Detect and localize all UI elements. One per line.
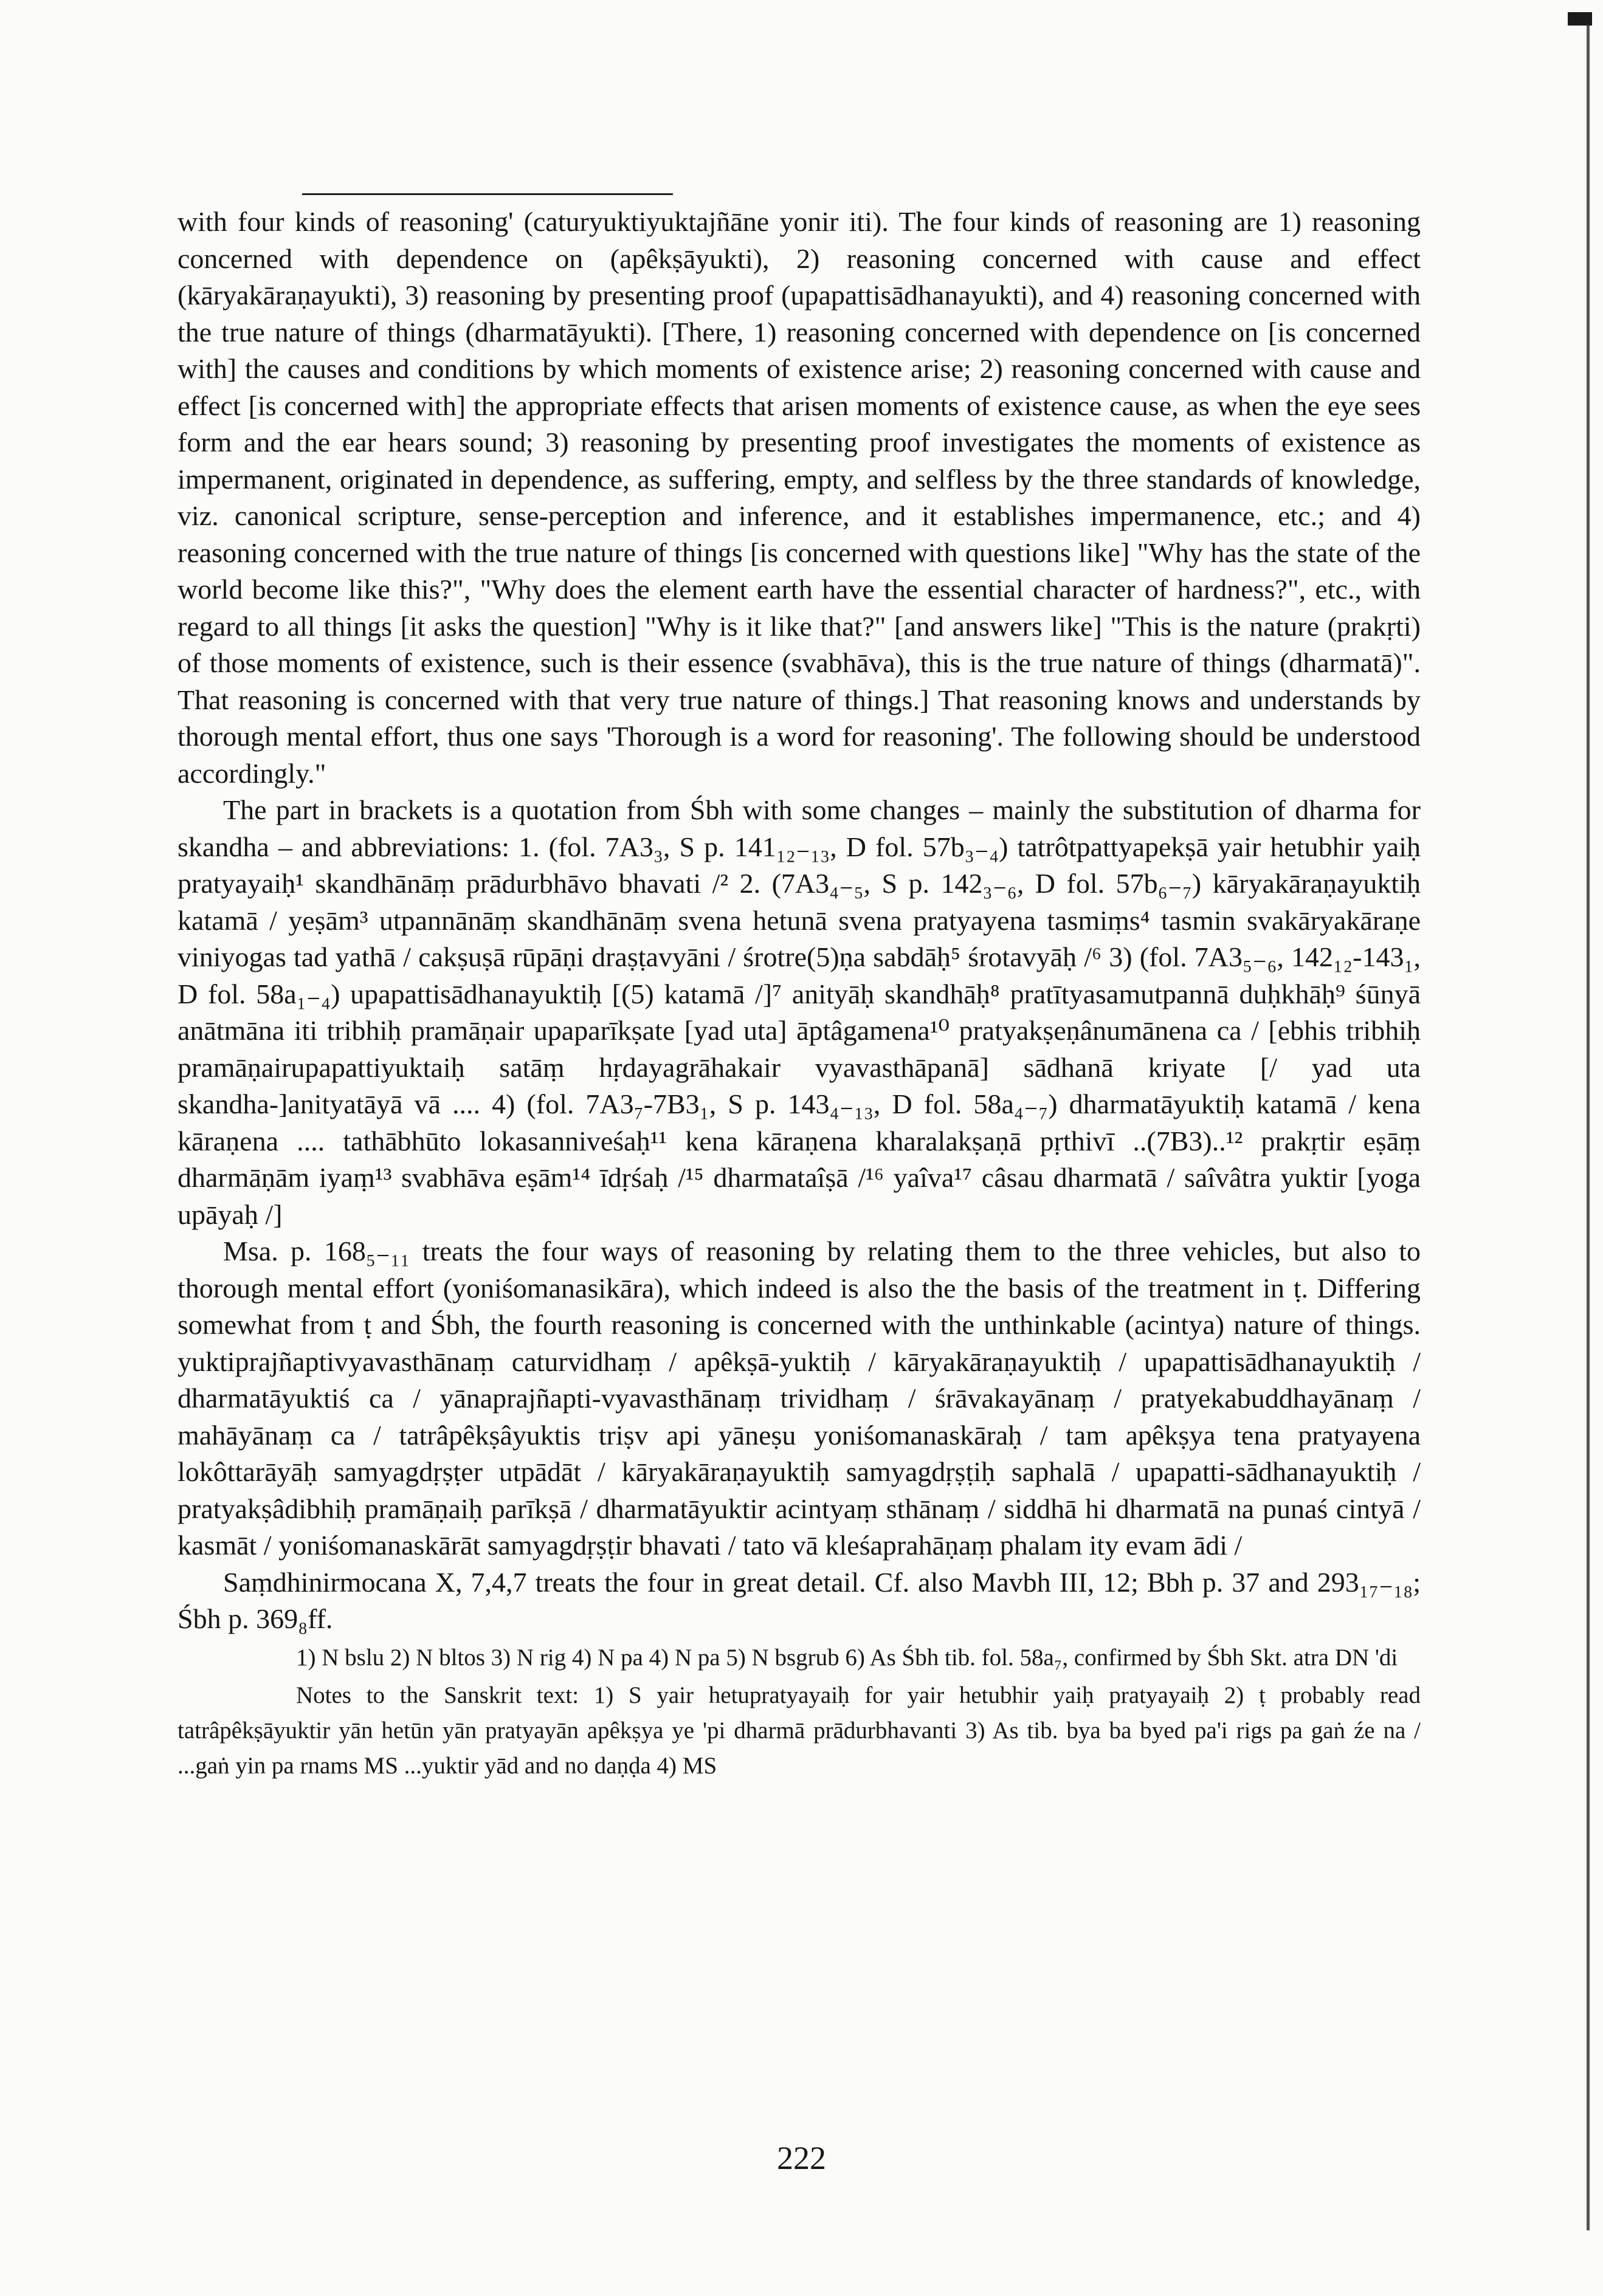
page-edge-line — [1587, 24, 1590, 2230]
sanskrit-notes: Notes to the Sanskrit text: 1) S yair hetupratyayaiḥ for yair hetubhir yaiḥ pratyayaiḥ 2) ṭ probably read tatrâpêkṣāyuktir yān hetūn yān pratyayān apêkṣya ye 'pi dharmā prādurbhavanti 3) As tib. bya ba byed pa'i rigs pa gaṅ źe na / ...gaṅ yin pa rnams MS ...yuktir yād and no daṇḍa 4) MS — [178, 1682, 1421, 1779]
tibetan-notes: 1) N bslu 2) N bltos 3) N rig 4) N pa 4) N pa 5) N bsgrub 6) As Śbh tib. fol. 58a₇, confirmed by Śbh Skt. atra DN 'di — [296, 1644, 1398, 1671]
paragraph-1: with four kinds of reasoning' (caturyuktiyuktajñāne yonir iti). The four kinds of reasoning are 1) reasoning concerned with dependence on (apêkṣāyukti), 2) reasoning concerned with cause and effect (kāryakāraṇayukti), 3) reasoning by presenting proof (upapattisādhanayukti), and 4) reasoning concerned with the true nature of things (dharmatāyukti). [There, 1) reasoning concerned with dependence on [is concerned with] the causes and conditions by which moments of existence arise; 2) reasoning concerned with cause and effect [is concerned with] the appropriate effects that arisen moments of existence cause, as when the eye sees form and the ear hears sound; 3) reasoning by presenting proof investigates the moments of existence as impermanent, originated in dependence, as suffering, empty, and selfless by the three standards of knowledge, viz. canonical scripture, sense-perception and inference, and it establishes impermanence, etc.; and 4) reasoning concerned with the true nature of things [is concerned with questions like] "Why has the state of the world become like this?", "Why does the element earth have the essential character of hardness?", etc., with regard to all things [it asks the question] "Why is it like that?" [and answers like] "This is the nature (prakṛti) of those moments of existence, such is their essence (svabhāva), this is the true nature of things (dharmatā)". That reasoning is concerned with that very true nature of things.] That reasoning knows and understands by thorough mental effort, thus one says 'Thorough is a word for reasoning'. The following should be understood accordingly." — [178, 206, 1421, 789]
page-number: 222 — [777, 2140, 826, 2176]
paragraph-2: The part in brackets is a quotation from Śbh with some changes – mainly the substitution of dharma for skandha – and abbreviations: 1. (fol. 7A3₃, S p. 141₁₂₋₁₃, D fol. 57b₃₋₄) tatrôtpattyapekṣā yair hetubhir yaiḥ pratyayaiḥ¹ skandhānāṃ prādurbhāvo bhavati /² 2. (7A3₄₋₅, S p. 142₃₋₆, D fol. 57b₆₋₇) kāryakāraṇayuktiḥ katamā / yeṣām³ utpannānāṃ skandhānāṃ svena hetunā svena pratyayena tasmiṃs⁴ tasmin svakāryakāraṇe viniyogas tad yathā / cakṣuṣā rūpāṇi draṣṭavyāni / śrotre(5)ṇa sabdāḥ⁵ śrotavyāḥ /⁶ 3) (fol. 7A3₅₋₆, 142₁₂-143₁, D fol. 58a₁₋₄) upapattisādhanayuktiḥ [(5) katamā /]⁷ anityāḥ skandhāḥ⁸ pratītyasamutpannā duḥkhāḥ⁹ śūnyā anātmāna iti tribhiḥ pramāṇair upaparīkṣate [yad uta] āptâgamena¹⁰ pratyakṣeṇânumānena ca / [ebhis tribhiḥ pramāṇairupapattiyuktaiḥ satāṃ hṛdayagrāhakair vyavasthāpanā] sādhanā kriyate [/ yad uta skandha-]anityatāyā vā .... 4) (fol. 7A3₇-7B3₁, S p. 143₄₋₁₃, D fol. 58a₄₋₇) dharmatāyuktiḥ katamā / kena kāraṇena .... tathābhūto lokasanniveśaḥ¹¹ kena kāraṇena kharalakṣaṇā pṛthivī ..(7B3)..¹² prakṛtir eṣāṃ dharmāṇām iyaṃ¹³ svabhāva eṣām¹⁴ īdṛśaḥ /¹⁵ dharmataîṣā /¹⁶ yaîva¹⁷ câsau dharmatā / saîvâtra yuktir [yoga upāyaḥ /] — [178, 794, 1421, 1230]
footnote-rule — [302, 193, 673, 195]
page-text — [178, 204, 1421, 1784]
binding-mark — [1568, 12, 1592, 26]
paragraph-3: Msa. p. 168₅₋₁₁ treats the four ways of reasoning by relating them to the three vehicles, but also to thorough mental effort (yoniśomanasikāra), which indeed is also the the basis of the treatment in ṭ. Differing somewhat from ṭ and Śbh, the fourth reasoning is concerned with the unthinkable (acintya) nature of things. yuktiprajñaptivyavasthānaṃ caturvidhaṃ / apêkṣā-yuktiḥ / kāryakāraṇayuktiḥ / upapattisādhanayuktiḥ / dharmatāyuktiś ca / yānaprajñapti-vyavasthānaṃ trividhaṃ / śrāvakayānaṃ / pratyekabuddhayānaṃ / mahāyānaṃ ca / tatrâpêkṣâyuktis triṣv api yāneṣu yoniśomanaskāraḥ / tam apêkṣya tena pratyayena lokôttarāyāḥ samyagdṛṣṭer utpādāt / kāryakāraṇayuktiḥ samyagdṛṣṭiḥ saphalā / upapatti-sādhanayuktiḥ / pratyakṣâdibhiḥ pramāṇaiḥ parīkṣā / dharmatāyuktir acintyaṃ sthānaṃ / siddhā hi dharmatā na punaś cintyā / kasmāt / yoniśomanaskārāt samyagdṛṣṭir bhavati / tato vā kleśaprahāṇaṃ phalam ity evam ādi / — [178, 1236, 1421, 1561]
paragraph-4: Saṃdhinirmocana X, 7,4,7 treats the four in great detail. Cf. also Mavbh III, 12; Bbh p. 37 and 293₁₇₋₁₈; Śbh p. 369₈ff. — [178, 1566, 1421, 1634]
